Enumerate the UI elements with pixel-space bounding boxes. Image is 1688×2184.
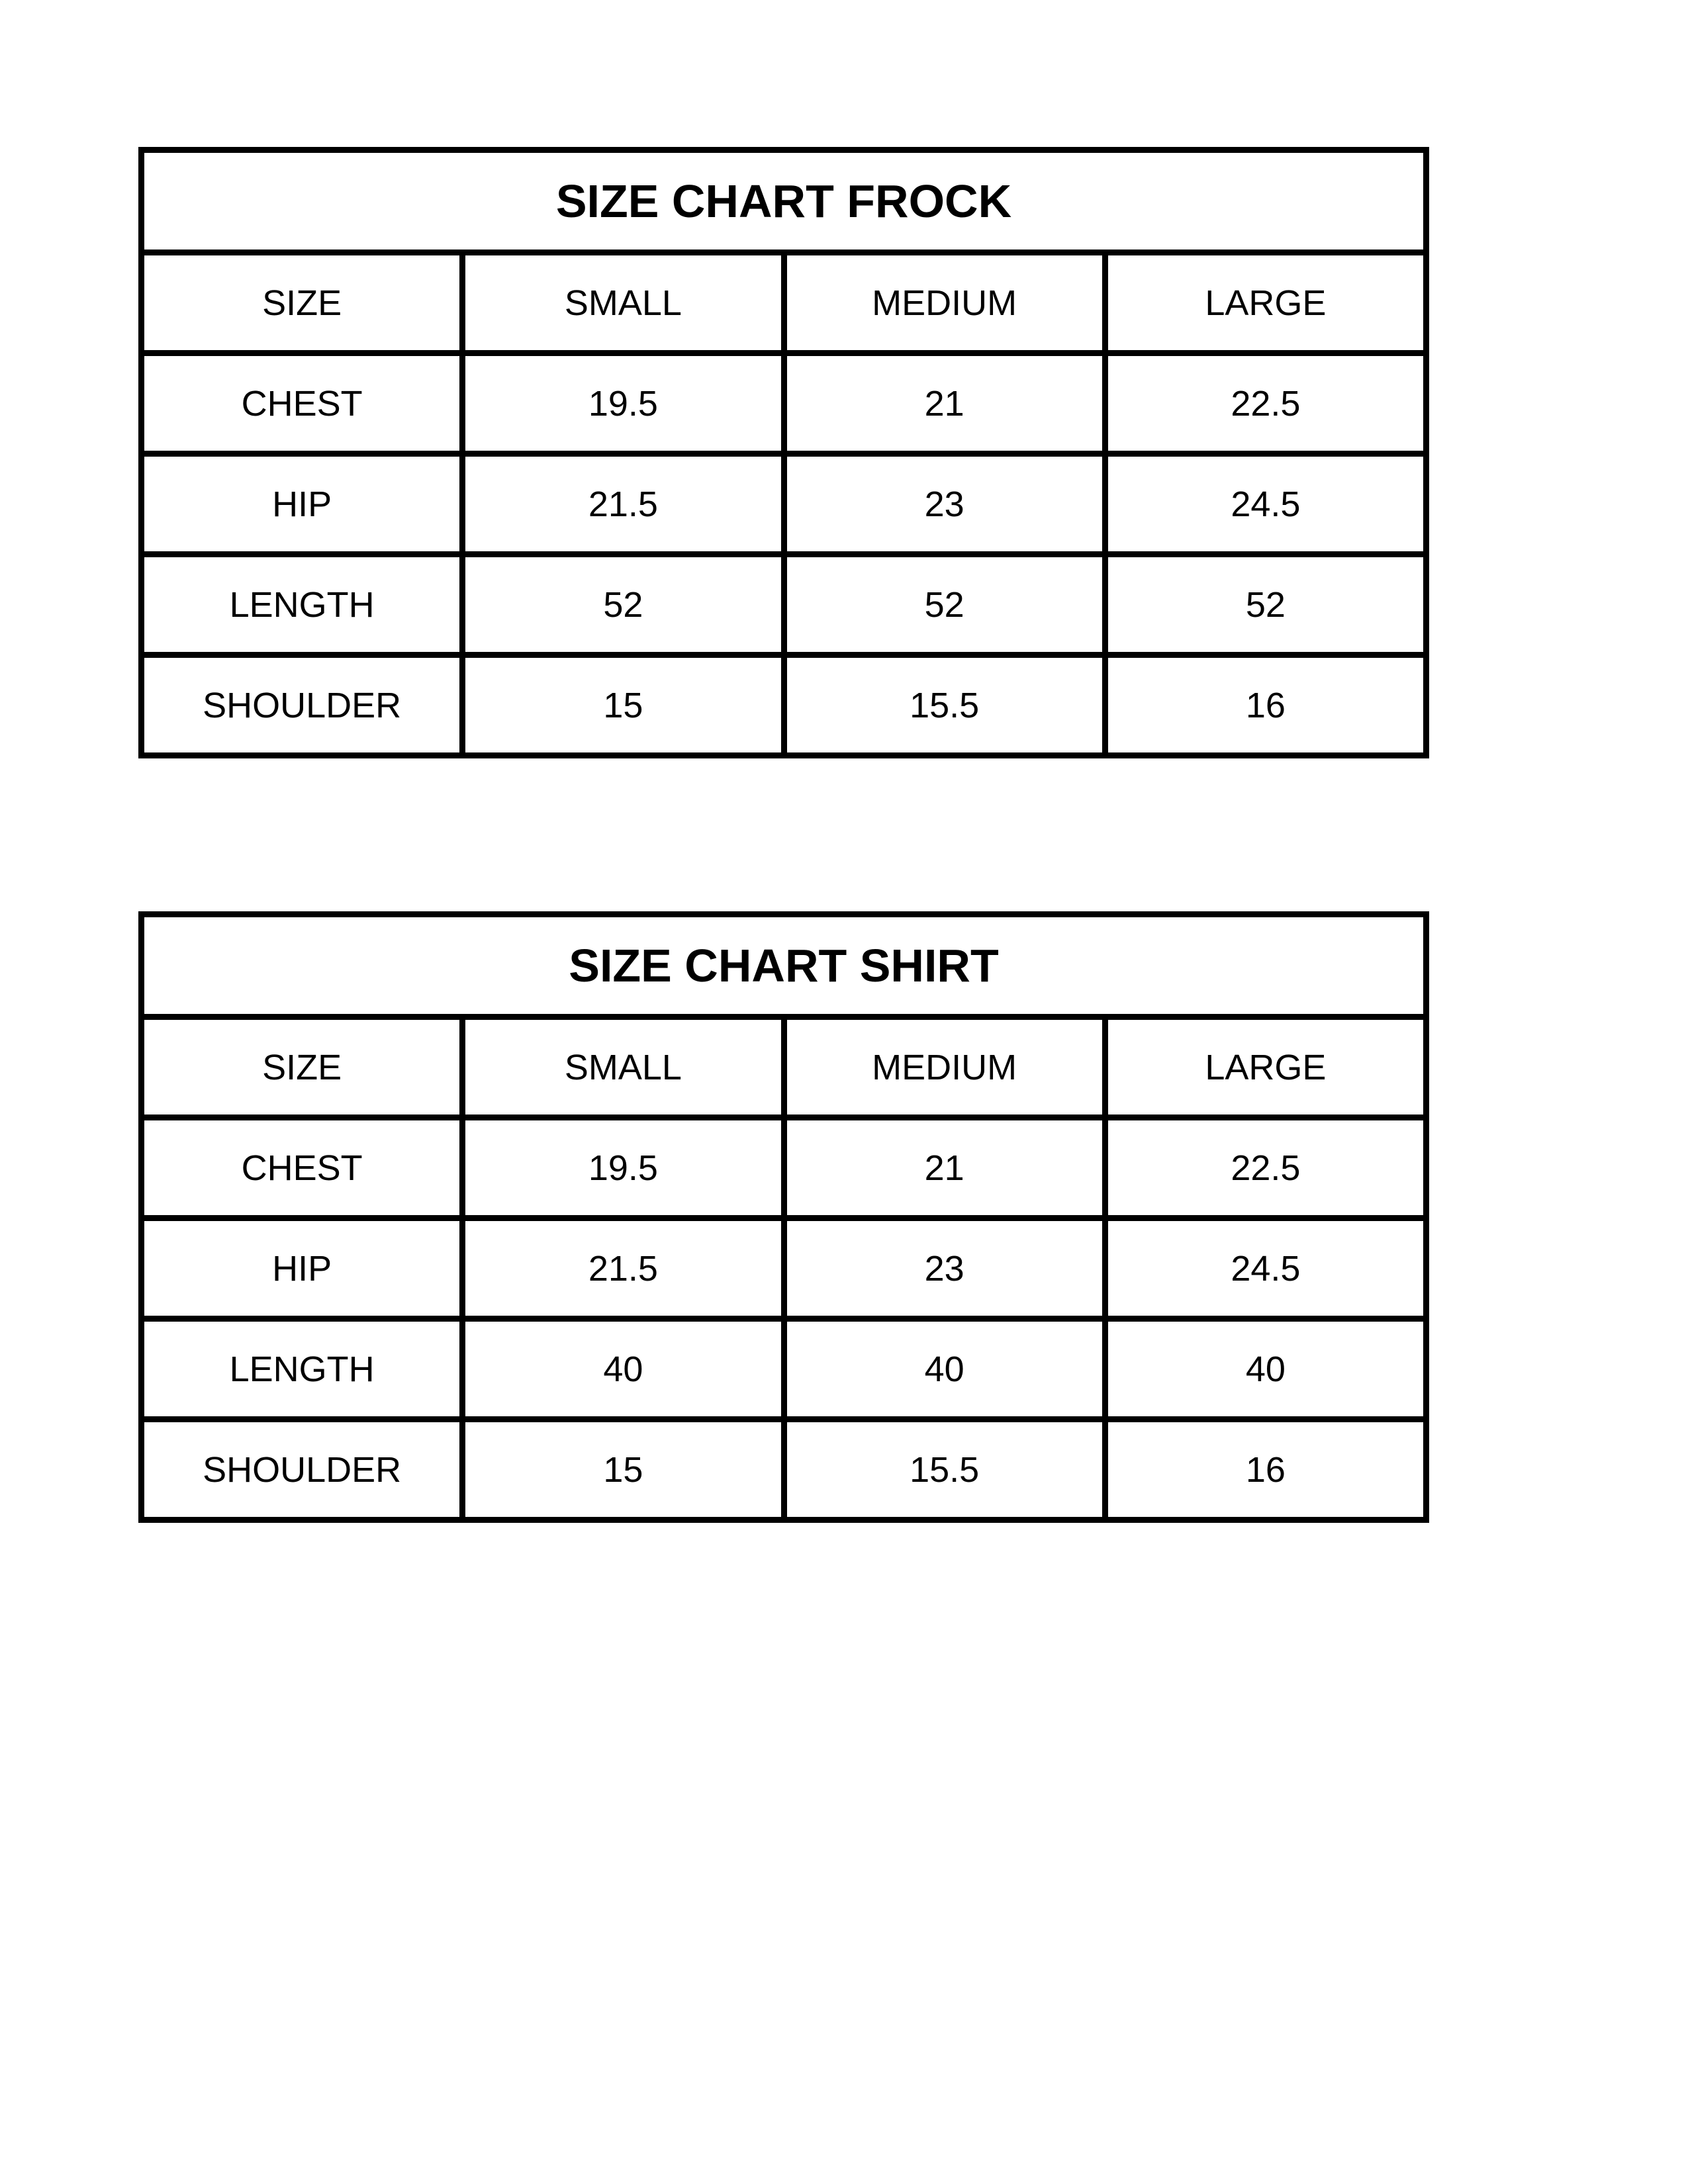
table-title: SIZE CHART FROCK <box>142 150 1427 253</box>
table-row <box>142 555 1427 655</box>
table-cell: 19.5 <box>463 1118 784 1218</box>
table-title-row <box>142 150 1427 253</box>
table-cell: 21.5 <box>463 1218 784 1319</box>
header-cell: SMALL <box>463 253 784 353</box>
table-cell: 21.5 <box>463 454 784 555</box>
table-row <box>142 1319 1427 1420</box>
table-cell: 22.5 <box>1105 1118 1426 1218</box>
measure-label: HIP <box>142 1218 463 1319</box>
table-cell: 19.5 <box>463 353 784 454</box>
table-cell: 16 <box>1105 655 1426 756</box>
header-cell: SMALL <box>463 1017 784 1118</box>
table-cell: 15 <box>463 655 784 756</box>
measure-label: HIP <box>142 454 463 555</box>
table-cell: 24.5 <box>1105 1218 1426 1319</box>
table-title: SIZE CHART SHIRT <box>142 915 1427 1017</box>
table-row <box>142 1118 1427 1218</box>
table-header-row <box>142 1017 1427 1118</box>
header-cell: MEDIUM <box>784 253 1105 353</box>
table-header-row <box>142 253 1427 353</box>
table-title-row <box>142 915 1427 1017</box>
table-cell: 16 <box>1105 1420 1426 1520</box>
table-cell: 52 <box>784 555 1105 655</box>
header-cell: SIZE <box>142 253 463 353</box>
table-cell: 23 <box>784 1218 1105 1319</box>
header-cell: SIZE <box>142 1017 463 1118</box>
measure-label: SHOULDER <box>142 655 463 756</box>
table-cell: 52 <box>1105 555 1426 655</box>
table-cell: 24.5 <box>1105 454 1426 555</box>
measure-label: LENGTH <box>142 555 463 655</box>
measure-label: SHOULDER <box>142 1420 463 1520</box>
measure-label: LENGTH <box>142 1319 463 1420</box>
size-chart-shirt-table <box>138 911 1429 1523</box>
table-cell: 23 <box>784 454 1105 555</box>
table-row <box>142 454 1427 555</box>
header-cell: LARGE <box>1105 253 1426 353</box>
table-cell: 21 <box>784 353 1105 454</box>
header-cell: LARGE <box>1105 1017 1426 1118</box>
table-cell: 15.5 <box>784 1420 1105 1520</box>
table-cell: 40 <box>1105 1319 1426 1420</box>
measure-label: CHEST <box>142 1118 463 1218</box>
table-cell: 40 <box>784 1319 1105 1420</box>
table-row <box>142 1218 1427 1319</box>
table-row <box>142 655 1427 756</box>
table-cell: 21 <box>784 1118 1105 1218</box>
size-chart-frock-table <box>138 147 1429 758</box>
table-cell: 22.5 <box>1105 353 1426 454</box>
table-cell: 52 <box>463 555 784 655</box>
header-cell: MEDIUM <box>784 1017 1105 1118</box>
table-cell: 15 <box>463 1420 784 1520</box>
table-cell: 15.5 <box>784 655 1105 756</box>
table-row <box>142 1420 1427 1520</box>
measure-label: CHEST <box>142 353 463 454</box>
table-cell: 40 <box>463 1319 784 1420</box>
table-row <box>142 353 1427 454</box>
